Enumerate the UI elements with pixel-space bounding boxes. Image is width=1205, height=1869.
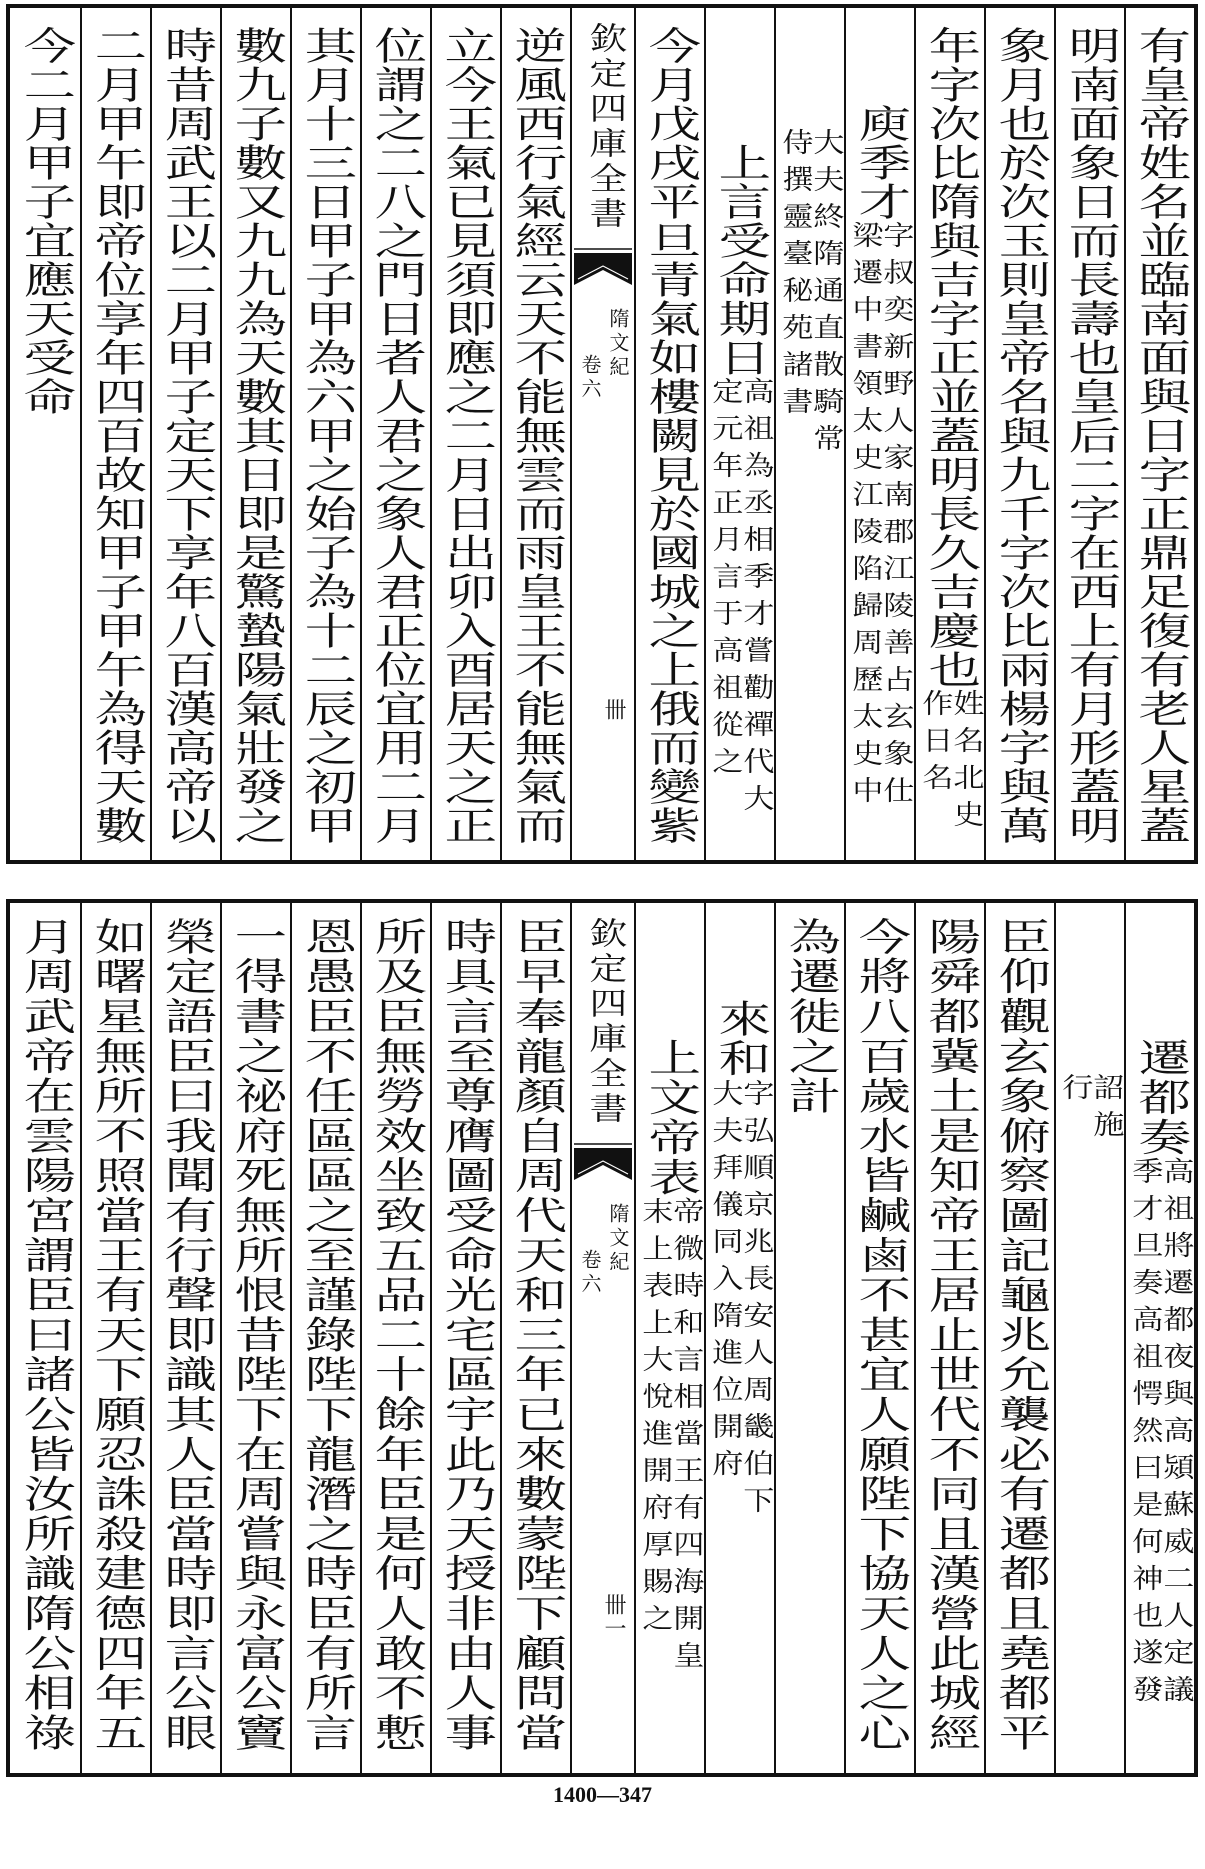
column-text: 臣仰觀玄象俯察圖記龜兆允襲必有遷都且堯都平 — [989, 917, 1051, 1753]
note-column — [774, 8, 844, 860]
column-text: 陽舜都冀土是知帝王居止世代不同且漢營此城經 — [919, 917, 981, 1753]
text-column — [10, 8, 80, 860]
column-text: 今二月甲子宜應天受命 — [14, 26, 76, 416]
fish-tail-mark — [574, 1143, 632, 1181]
text-column — [220, 8, 290, 860]
title-column — [704, 8, 774, 860]
note-line-right: 字弘順京兆長安人周畿伯下 — [737, 1078, 774, 1523]
column-text: 年字次比隋與吉字正並蓋明長久吉慶也 — [919, 26, 981, 689]
center-band — [570, 8, 634, 860]
text-column — [150, 903, 220, 1773]
text-column — [914, 903, 984, 1773]
column-text: 明南面象日而長壽也皇后二字在西上有月形蓋明 — [1059, 26, 1121, 845]
column-text: 位謂之二八之門日者人君之象人君正位宜用二月 — [365, 26, 427, 845]
text-column — [500, 8, 570, 860]
lower-half-page — [6, 899, 1198, 1777]
piece-title: 上言受命期日 — [709, 143, 771, 377]
text-column — [984, 8, 1054, 860]
title-column — [634, 903, 704, 1773]
piece-title: 遷都奏 — [1129, 1038, 1191, 1158]
band-volume: 卷六 — [578, 354, 602, 402]
note-line-left: 季才旦奏高祖愕然曰是何神也遂發 — [1126, 1157, 1163, 1713]
band-book-title: 欽定四庫全書 — [581, 22, 626, 232]
note-line-right: 高祖為丞相季才嘗勸禪代大 — [737, 377, 774, 821]
note-line-right: 姓名北史 — [947, 689, 984, 837]
text-column — [80, 903, 150, 1773]
note-line-left: 作日名 — [916, 689, 953, 800]
column-text: 榮定語臣曰我聞有行聲即識其人臣當時即言公眼 — [155, 917, 217, 1753]
column-text: 一得書之祕府死無所恨昔陛下在周嘗與永富公竇 — [225, 917, 287, 1753]
band-section-title: 隋文紀 — [606, 1203, 630, 1275]
text-column — [634, 8, 704, 860]
text-column — [1054, 8, 1124, 860]
author-name: 庾季才 — [849, 104, 911, 221]
author-column — [704, 903, 774, 1773]
fish-tail-mark — [574, 248, 632, 286]
text-column — [984, 903, 1054, 1773]
band-section-title: 隋文紀 — [606, 308, 630, 380]
note-line-right: 字叔奕新野人家南郡江陵善占玄象仕 — [877, 221, 914, 813]
column-text: 月周武帝在雲陽宮謂臣曰諸公皆汝所識隋公相祿 — [14, 917, 76, 1753]
column-text: 二月甲午即帝位享年四百故知甲子甲午為得天數 — [85, 26, 147, 845]
text-column — [80, 8, 150, 860]
text-column — [150, 8, 220, 860]
note-line-left: 定元年正月言于高祖從之 — [706, 377, 743, 784]
text-column — [914, 8, 984, 860]
center-band — [570, 903, 634, 1773]
band-book-title: 欽定四庫全書 — [581, 917, 626, 1127]
text-column — [844, 903, 914, 1773]
column-text: 所及臣無勞效坐致五品二十餘年臣是何人敢不慙 — [365, 917, 427, 1753]
column-text: 如曙星無所不照當王有天下願忍誅殺建德四年五 — [85, 917, 147, 1753]
column-text: 為遷徙之計 — [779, 917, 841, 1116]
title-note-continued — [1056, 1073, 1124, 1147]
note-line-left: 梁遷中書領太史江陵陷歸周歷太史中 — [846, 221, 883, 813]
title-note — [1126, 1157, 1194, 1713]
band-volume: 卷六 — [578, 1249, 602, 1297]
column-text: 象月也於次玉則皇帝名與九千字次比兩楊字與萬 — [989, 26, 1051, 845]
text-column — [1124, 8, 1194, 860]
text-column — [360, 8, 430, 860]
title-note — [706, 377, 774, 821]
text-column — [290, 903, 360, 1773]
column-text: 立今王氣已見須即應之二月日出卯入酉居天之正 — [435, 26, 497, 845]
text-column — [360, 903, 430, 1773]
note-line-left: 侍撰靈臺秘苑諸書 — [776, 128, 813, 424]
column-text: 時昔周武王以二月甲子定天下享年八百漢高帝以 — [155, 26, 217, 845]
column-text: 恩愚臣不任區區之至謹錄陛下龍潛之時臣有所言 — [295, 917, 357, 1753]
piece-title: 上文帝表 — [639, 1038, 701, 1198]
author-note-continued — [776, 128, 844, 461]
title-column — [1124, 903, 1194, 1773]
column-text: 今月戊戌平旦青氣如樓闕見於國城之上俄而變紫 — [639, 26, 701, 845]
author-note — [846, 221, 914, 813]
note-line-right: 高祖將遷都夜與高熲蘇威二人定議 — [1157, 1157, 1194, 1713]
column-text: 逆風西行氣經云天不能無雲而雨皇王不能無氣而 — [505, 26, 567, 845]
note-line-left: 末上表上大悅進開府厚賜之 — [636, 1197, 673, 1642]
author-column — [844, 8, 914, 860]
folio-number: 卌 — [601, 698, 626, 722]
note-line-right: 詔施 — [1087, 1073, 1124, 1147]
note-line-left: 行 — [1056, 1073, 1093, 1110]
page-number: 1400—347 — [553, 1782, 652, 1807]
text-column — [220, 903, 290, 1773]
interlinear-note — [916, 689, 984, 837]
text-column — [430, 903, 500, 1773]
column-text: 有皇帝姓名並臨南面與日字正鼎足復有老人星蓋 — [1129, 26, 1191, 845]
column-text: 數九子數又九九為天數其日即是驚蟄陽氣壯發之 — [225, 26, 287, 845]
upper-half-page — [6, 4, 1198, 864]
note-line-right: 大夫終隋通直散騎常 — [807, 128, 844, 461]
text-column — [430, 8, 500, 860]
title-note — [636, 1197, 704, 1679]
text-column — [500, 903, 570, 1773]
note-line-right: 帝微時和言相當王有四海開皇 — [667, 1197, 704, 1679]
column-text: 時具言至尊膺圖受命光宅區宇此乃天授非由人事 — [435, 917, 497, 1753]
note-line-left: 大夫拜儀同入隋進位開府 — [706, 1078, 743, 1486]
author-note — [706, 1078, 774, 1523]
text-column — [10, 903, 80, 1773]
note-column — [1054, 903, 1124, 1773]
author-name: 來和 — [709, 999, 771, 1079]
column-text: 臣早奉龍顏自周代天和三年已來數蒙陛下顧問當 — [505, 917, 567, 1753]
column-text: 今將八百歲水皆鹹鹵不甚宜人願陛下協天人之心 — [849, 917, 911, 1753]
folio-number: 卌一 — [601, 1593, 626, 1641]
text-column — [774, 903, 844, 1773]
column-text: 其月十三日甲子甲為六甲之始子為十二辰之初甲 — [295, 26, 357, 845]
text-column — [290, 8, 360, 860]
